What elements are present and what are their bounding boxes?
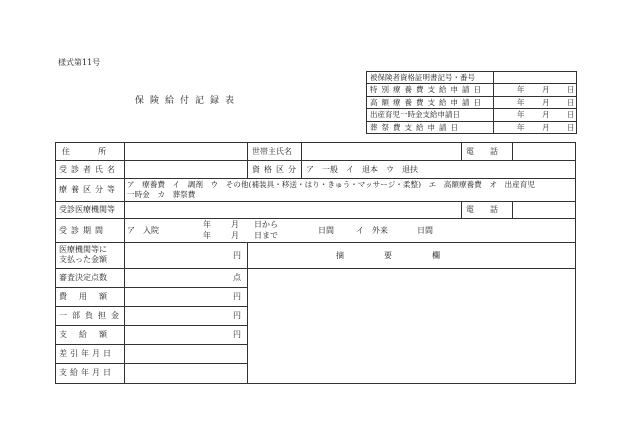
care-type-label: 療養区分等 (59, 185, 119, 194)
month-label: 月 (542, 85, 550, 95)
period-to-year: 年 (203, 231, 211, 240)
year-label: 年 (517, 122, 525, 132)
period-inpatient: ア 入院 (127, 226, 159, 235)
info-label-special-care: 特別療養費支給申請日 (367, 84, 494, 95)
high-cost-date-field[interactable] (494, 97, 576, 108)
qualification-options[interactable]: ア 一般 イ 退本 ウ 退扶 (306, 165, 418, 174)
period-to-month: 月 (231, 231, 239, 240)
householder-label: 世帯主氏名 (252, 147, 292, 156)
yen-unit: 円 (233, 330, 241, 339)
copay-field[interactable] (125, 307, 246, 324)
phone-field[interactable] (513, 144, 575, 159)
month-label: 月 (542, 122, 550, 132)
form-title: 保険給付記録表 (135, 96, 241, 106)
deduct-date-label: 差引年月日 (59, 349, 114, 358)
remarks-field[interactable] (248, 269, 575, 383)
period-days-outpatient: 日間 (417, 226, 433, 235)
info-label-funeral: 葬祭費支給申請日 (367, 122, 494, 134)
info-label-high-cost: 高額療養費支給申請日 (367, 97, 494, 108)
patient-name-label: 受診者氏名 (59, 165, 119, 174)
review-count-label: 審査決定点数 (59, 273, 107, 282)
day-label: 日 (567, 110, 575, 120)
period-to-suffix: 日まで (254, 231, 278, 240)
points-unit: 点 (233, 273, 241, 282)
year-label: 年 (517, 97, 525, 107)
paid-label-line2: 支払った金額 (59, 255, 107, 264)
clinic-field[interactable] (125, 202, 460, 217)
day-label: 日 (567, 97, 575, 107)
paid-amount-field[interactable] (125, 243, 246, 267)
address-field[interactable] (125, 144, 246, 159)
month-label: 月 (542, 97, 550, 107)
info-row-special-care (367, 84, 576, 96)
period-from-month: 月 (231, 220, 239, 229)
care-type-options-line1[interactable]: ア 療養費 イ 調剤 ウ その他(補装具・移送・はり・きゅう・マッサージ・柔整) エ 高額療養費 オ 出産育児 (127, 180, 535, 189)
yen-unit: 円 (233, 251, 241, 260)
pay-date-label: 支給年月日 (59, 368, 114, 377)
clinic-phone-label: 電 話 (466, 205, 498, 214)
payment-field[interactable] (125, 326, 246, 343)
info-row-childbirth (367, 109, 576, 121)
householder-field[interactable] (302, 144, 460, 159)
funeral-date-field[interactable] (494, 122, 576, 134)
qualification-label: 資格区分 (252, 165, 300, 174)
info-row-high-cost (367, 97, 576, 109)
address-label: 住 所 (62, 147, 110, 156)
period-days-inpatient: 日間 (318, 226, 334, 235)
cost-field[interactable] (125, 288, 246, 305)
phone-label: 電 話 (466, 147, 498, 156)
special-care-date-field[interactable] (494, 84, 576, 95)
paid-label-line1: 医療機関等に (59, 245, 107, 254)
copay-label: 一部負担金 (59, 311, 124, 320)
certificate-number-field[interactable] (494, 72, 576, 83)
review-count-field[interactable] (125, 269, 246, 286)
day-label: 日 (567, 122, 575, 132)
period-from-suffix: 日から (254, 220, 278, 229)
clinic-phone-field[interactable] (513, 202, 575, 217)
info-row-certificate (367, 72, 576, 84)
info-label-childbirth: 出産育児一時金支給申請日 (367, 109, 494, 120)
pay-date-field[interactable] (125, 364, 246, 383)
info-row-funeral (367, 122, 576, 134)
care-type-options-line2[interactable]: 一時金 カ 葬祭費 (127, 190, 196, 199)
year-label: 年 (517, 110, 525, 120)
month-label: 月 (542, 110, 550, 120)
benefit-record-table (55, 142, 576, 384)
period-from-year: 年 (203, 220, 211, 229)
patient-name-field[interactable] (125, 161, 246, 177)
yen-unit: 円 (233, 311, 241, 320)
childbirth-date-field[interactable] (494, 109, 576, 120)
cost-label: 費用額 (59, 292, 119, 301)
period-label: 受診期間 (59, 226, 107, 235)
yen-unit: 円 (233, 292, 241, 301)
form-number: 様式第11号 (58, 58, 101, 67)
application-info-table (366, 71, 577, 134)
period-outpatient: イ 外来 (356, 226, 388, 235)
clinic-label: 受診医療機関等 (59, 205, 115, 214)
payment-label: 支給額 (59, 330, 119, 339)
year-label: 年 (517, 85, 525, 95)
info-label-certificate: 被保険者資格証明書記号・番号 (367, 72, 494, 83)
deduct-date-field[interactable] (125, 345, 246, 362)
remarks-label: 摘 要 欄 (336, 251, 440, 260)
day-label: 日 (567, 85, 575, 95)
